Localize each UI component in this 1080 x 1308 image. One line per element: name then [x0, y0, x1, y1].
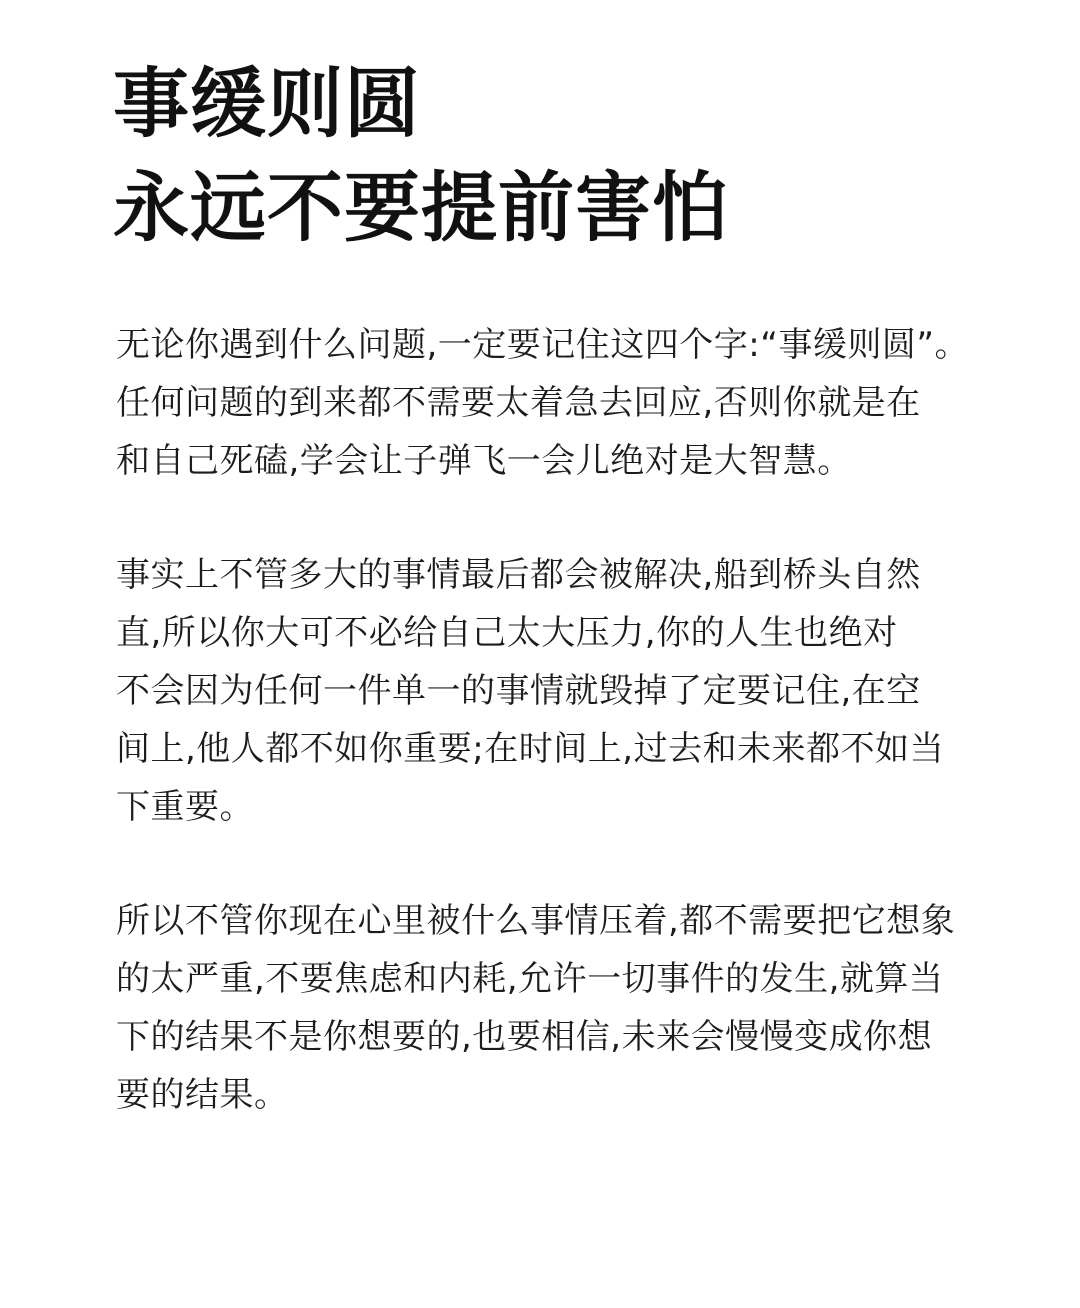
paragraph-line: 所以不管你现在心里被什么事情压着,都不需要把它想象 — [116, 901, 956, 941]
article-title — [113, 52, 1013, 260]
title-line-2: 永远不要提前害怕 — [113, 163, 729, 252]
paragraph-line: 下重要。 — [116, 787, 254, 827]
title-line-1: 事缓则圆 — [113, 59, 421, 148]
paragraph-line: 的太严重,不要焦虑和内耗,允许一切事件的发生,就算当 — [116, 959, 944, 999]
paragraph-line: 间上,他人都不如你重要;在时间上,过去和未来都不如当 — [116, 729, 945, 769]
paragraph-line: 任何问题的到来都不需要太着急去回应,否则你就是在 — [116, 383, 921, 423]
paragraph-3 — [116, 892, 1016, 1124]
paragraph-line: 直,所以你大可不必给自己太大压力,你的人生也绝对 — [116, 613, 898, 653]
paragraph-line: 不会因为任何一件单一的事情就毁掉了定要记住,在空 — [116, 671, 921, 711]
paragraph-line: 无论你遇到什么问题,一定要记住这四个字:“事缓则圆”。 — [116, 325, 969, 365]
paragraph-2 — [116, 546, 1016, 836]
paragraph-line: 事实上不管多大的事情最后都会被解决,船到桥头自然 — [116, 555, 921, 595]
paragraph-1 — [116, 316, 1016, 490]
paragraph-line: 和自己死磕,学会让子弹飞一会儿绝对是大智慧。 — [116, 441, 852, 481]
paragraph-line: 要的结果。 — [116, 1075, 289, 1115]
paragraph-line: 下的结果不是你想要的,也要相信,未来会慢慢变成你想 — [116, 1017, 933, 1057]
